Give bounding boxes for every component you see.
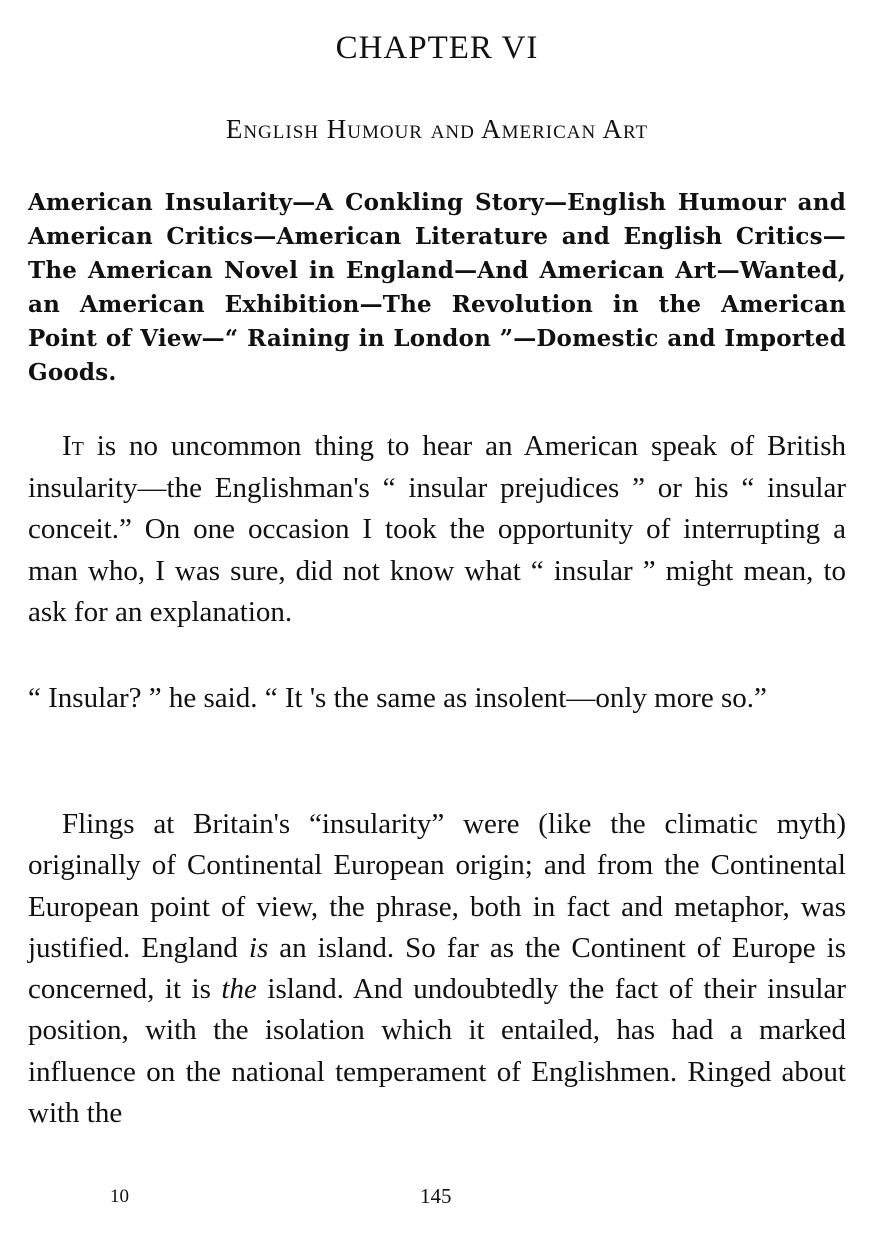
paragraph-3-text-a: Flings at Britain's “insularity” were (like the climatic myth) originally of Continental European origin; and from the Continental European point of view, the phrase, both in fact and metaphor, was justified. England xyxy=(28,808,846,964)
chapter-heading: CHAPTER VI xyxy=(335,30,539,66)
paragraph-3 xyxy=(28,804,846,1134)
paragraph-1 xyxy=(28,426,846,634)
paragraph-3-text-c: island. And undoubtedly the fact of their insular position, with the isolation which it entailed, has had a marked influence on the national temperament of Englishmen. Ringed about with the xyxy=(28,973,846,1130)
paragraph-3-italic-the: the xyxy=(221,973,257,1006)
paragraph-1-lead: It xyxy=(62,430,84,462)
paragraph-2: “ Insular? ” he said. “ It 's the same as insolent—only more so.” xyxy=(28,682,767,714)
book-page xyxy=(28,0,846,1233)
chapter-title: English Humour and American Art xyxy=(225,114,649,144)
paragraph-1-text: is no uncommon thing to hear an American speak of British insularity—the Englishman's “ insular prejudices ” or his “ insular conceit.” On one occasion I took the opportunity of interrupting a man who, I was sure, did not know what “ insular ” might mean, to ask for an explanation. xyxy=(28,430,846,628)
chapter-summary: American Insularity—A Conkling Story—English Humour and American Critics—American Literature and English Critics—The American Novel in England—And American Art—Wanted, an American Exhibition—The Revolution in the American Point of View—“ Raining in London ”—Domestic and Imported Goods. xyxy=(28,189,846,386)
signature-mark: 10 xyxy=(110,1186,129,1207)
paragraph-3-text-b: an island. So far as the Continent of Europe is concerned, it is xyxy=(28,931,846,1006)
paragraph-3-italic-is: is xyxy=(248,931,269,964)
page-number: 145 xyxy=(420,1184,452,1208)
